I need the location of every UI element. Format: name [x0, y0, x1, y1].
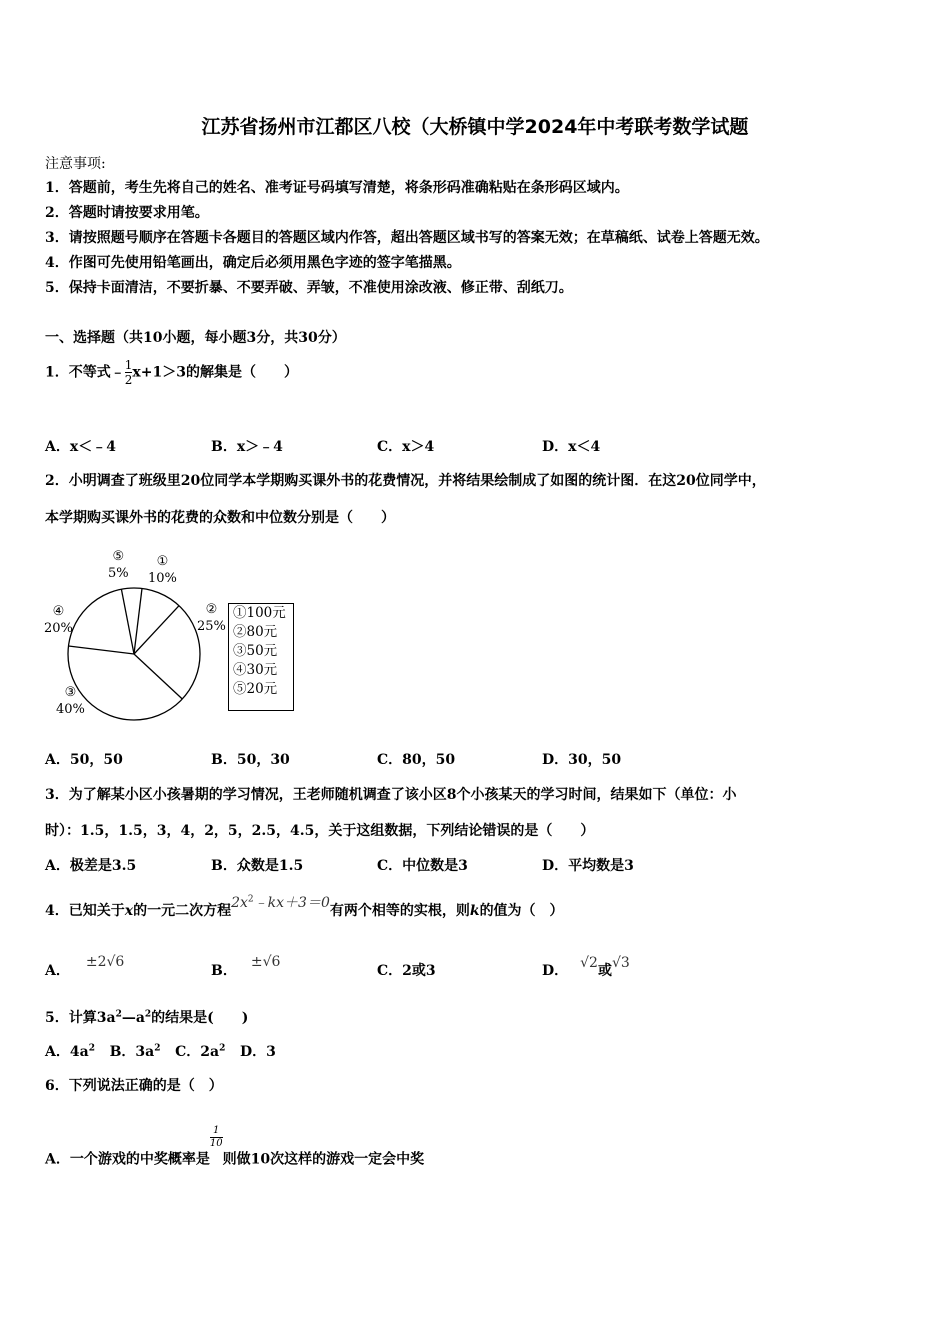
legend-item: ①100元 — [233, 605, 286, 621]
notice-item: 3．请按照题号顺序在答题卡各题目的答题区域内作答，超出答题区域书写的答案无效；在草稿纸、试卷上答题无效。 — [45, 230, 769, 246]
q4-equation: $2x^2﹣kx+3=0$ — [231, 894, 330, 911]
q5-option-d: D．3 — [239, 1044, 276, 1060]
pie-slice-boundary-0 — [134, 589, 142, 655]
q2-option-b: B．50，30 — [211, 752, 290, 768]
question-3-line1: 3．为了解某小区小孩暑期的学习情况，王老师随机调查了该小区8个小孩某天的学习时间，结果如下（单位：小 — [45, 787, 737, 803]
legend-item: ③50元 — [233, 643, 278, 659]
legend-item: ②80元 — [233, 624, 278, 640]
q4-option-d-math2: √3 — [611, 955, 630, 971]
question-2-line1: 2．小明调查了班级里20位同学本学期购买课外书的花费情况，并将结果绘制成了如图的统计图．在这20位同学中， — [45, 473, 766, 489]
pie-label-3: ③ 40% — [56, 685, 85, 717]
pie-label-1: ① 10% — [148, 554, 177, 586]
q4-var-k: k — [469, 903, 480, 919]
section-heading: 一、选择题（共10小题，每小题3分，共30分） — [45, 330, 346, 346]
q2-option-a: A．50，50 — [45, 752, 123, 768]
notice-item: 4．作图可先使用铅笔画出，确定后必须用黑色字迹的签字笔描黑。 — [45, 255, 461, 271]
q4-suffix: 的值为（ ） — [479, 903, 564, 919]
notice-item: 5．保持卡面清洁，不要折暴、不要弄破、弄皱，不准使用涂改液、修正带、刮纸刀。 — [45, 280, 573, 296]
q4-option-b-math: ±√6 — [250, 954, 281, 970]
q4-mid: 的一元二次方程 — [133, 903, 232, 919]
q5-option-c: C．$2a^2$ — [175, 1043, 226, 1060]
q1-frac-num: 1 — [124, 358, 133, 372]
q1-option-c: C．x＞4 — [377, 439, 435, 455]
pie-slice-boundary-1 — [134, 606, 179, 654]
page-title: 江苏省扬州市江都区八校（大桥镇中学2024年中考联考数学试题 — [201, 116, 749, 138]
question-3-line2: 时）：1.5，1.5，3，4，2，5，2.5，4.5，关于这组数据，下列结论错误的是（ ） — [45, 823, 595, 839]
q4-option-a-math: ±2√6 — [85, 954, 125, 970]
q4-option-c: C．2或3 — [377, 963, 436, 979]
question-6-stem: 6．下列说法正确的是（ ） — [45, 1078, 223, 1094]
q3-option-b: B．众数是1.5 — [211, 858, 304, 874]
q5-option-a: A．$4a^2$ — [45, 1043, 95, 1060]
q2-option-d: D．30，50 — [542, 752, 622, 768]
q2-option-c: C．80，50 — [377, 752, 456, 768]
question-2-line2: 本学期购买课外书的花费的众数和中位数分别是（ ） — [45, 510, 395, 526]
q1-suffix: x+1＞3的解集是（ ） — [132, 364, 298, 381]
q1-frac-den: 2 — [124, 373, 133, 387]
pie-label-2: ② 25% — [197, 602, 226, 634]
q6-option-a: A．一个游戏的中奖概率是 $\frac{1}{10}$ 则做10次这样的游戏一定会中奖 — [45, 1125, 425, 1168]
question-5-stem: 5．计算$3a^2—a^2$的结果是( ) — [45, 1009, 249, 1026]
q1-prefix: 1．不等式﹣ — [45, 364, 125, 381]
q4-option-b: B．±√6 — [211, 954, 281, 979]
q3-option-d: D．平均数是3 — [542, 858, 634, 874]
q3-option-a: A．极差是3.5 — [45, 858, 137, 874]
pie-slice-boundary-2 — [134, 654, 182, 699]
q3-option-c: C．中位数是3 — [377, 858, 468, 874]
notice-item: 2．答题时请按要求用笔。 — [45, 205, 209, 221]
question-1-stem — [45, 358, 298, 387]
notice-heading: 注意事项: — [45, 156, 106, 172]
legend-item: ④30元 — [233, 662, 278, 678]
pie-label-4: ④ 20% — [44, 604, 73, 636]
q5-option-b: B．$3a^2$ — [109, 1043, 161, 1060]
q6-fraction: $\frac{1}{10}$ — [209, 1125, 223, 1149]
q4-option-d-or: 或 — [597, 963, 612, 979]
q4-mid2: 有两个相等的实根，则 — [329, 903, 470, 919]
q4-prefix: 4．已知关于 — [45, 903, 125, 919]
q1-option-b: B．x＞﹣4 — [211, 439, 283, 455]
pie-label-5: ⑤ 5% — [108, 549, 129, 581]
pie-slice-boundary-4 — [121, 589, 134, 654]
question-4-stem — [45, 894, 564, 920]
q1-option-a: A．x＜﹣4 — [45, 439, 116, 455]
q4-option-d: D． √2或√3 — [542, 955, 630, 979]
legend-item: ⑤20元 — [233, 681, 278, 697]
q4-option-d-math1: √2 — [580, 955, 598, 971]
pie-slice-boundary-3 — [69, 646, 135, 654]
q4-var-x: x — [124, 903, 134, 919]
q5-options — [45, 1041, 276, 1061]
q1-option-d: D．x＜4 — [542, 439, 601, 455]
pie-legend — [228, 603, 294, 711]
notice-item: 1．答题前，考生先将自己的姓名、准考证号码填写清楚，将条形码准确粘贴在条形码区域内。 — [45, 180, 629, 196]
q4-option-a: A．±2√6 — [45, 954, 125, 979]
